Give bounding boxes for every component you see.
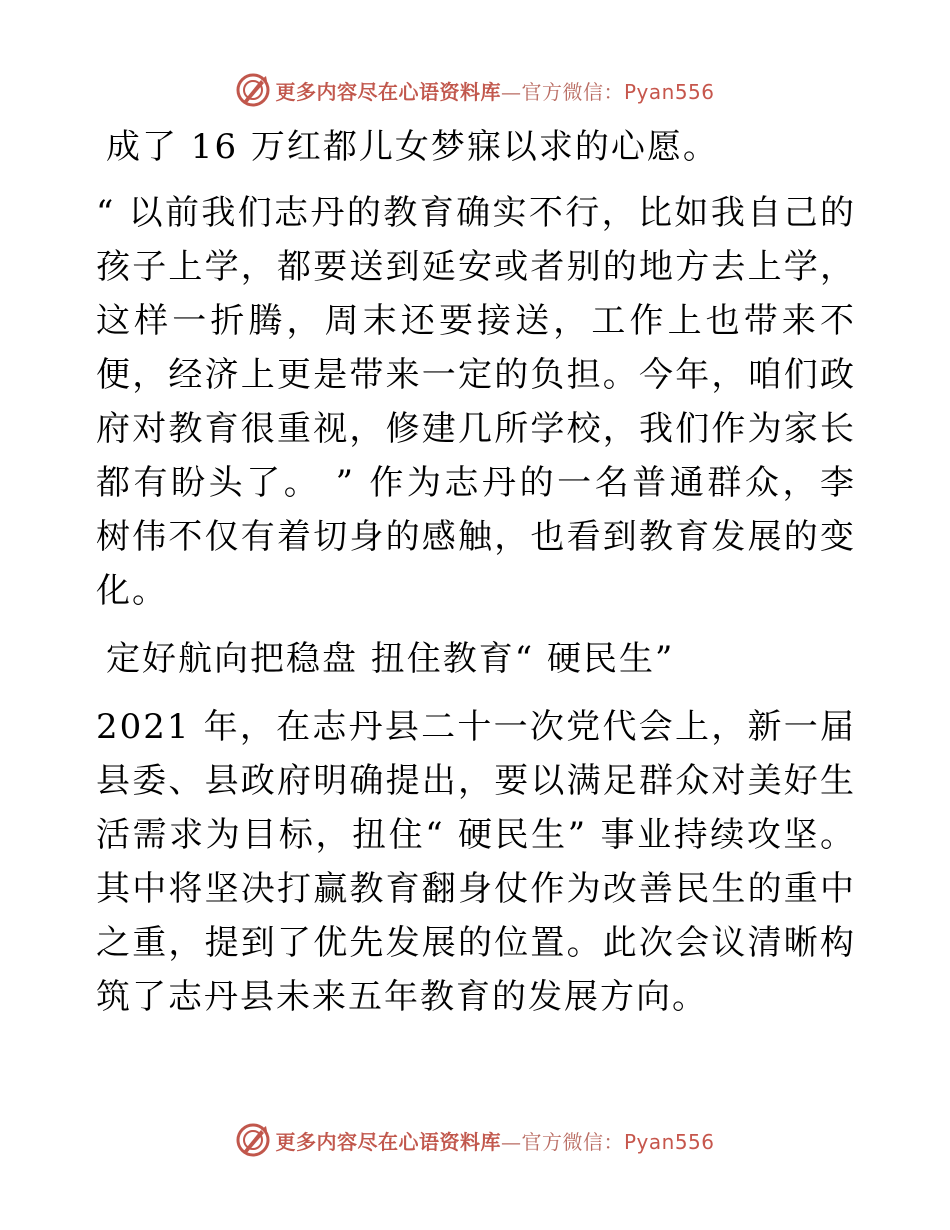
section-heading: 定好航向把稳盘 扭住教育“ 硬民生” bbox=[106, 639, 675, 679]
header-banner-handle: Pyan556 bbox=[623, 79, 715, 104]
footer-banner-dash: — bbox=[500, 1129, 522, 1154]
paragraph-2: “ 以前我们志丹的教育确实不行，比如我自己的孩子上学，都要送到延安或者别的地方去上学，这样一折腾，周末还要接送，工作上也带来不便，经济上更是带来一定的负担。今年，咱们政府对教育很重视，修建几所学校，我们作为家长都有盼头了。 ” 作为志丹的一名普通群众，李树伟不仅有着切身的感触，也看到教育发展的变化。 bbox=[96, 193, 856, 611]
footer-banner bbox=[0, 1118, 950, 1162]
paragraph-3: 2021 年，在志丹县二十一次党代会上，新一届县委、县政府明确提出，要以满足群众对美好生活需求为目标，扭住“ 硬民生” 事业持续攻坚。其中将坚决打赢教育翻身仗作为改善民生的重中之重，提到了优先发展的位置。此次会议清晰构筑了志丹县未来五年教育的发展方向。 bbox=[96, 707, 856, 1017]
footer-banner-handle: Pyan556 bbox=[623, 1129, 715, 1154]
header-banner-dash: — bbox=[500, 79, 522, 104]
footer-banner-main: 更多内容尽在心语资料库 bbox=[275, 1129, 501, 1154]
quill-pen-logo-icon bbox=[235, 72, 271, 108]
quill-pen-logo-icon bbox=[235, 1122, 271, 1158]
footer-banner-sub: 官方微信： bbox=[521, 1129, 624, 1154]
header-banner-text bbox=[275, 76, 714, 105]
footer-banner-text bbox=[275, 1126, 714, 1155]
paragraph-1: 成了 16 万红都儿女梦寐以求的心愿。 bbox=[106, 127, 719, 167]
header-banner-sub: 官方微信： bbox=[521, 79, 624, 104]
header-banner bbox=[0, 68, 950, 112]
document-body bbox=[96, 120, 856, 1024]
header-banner-main: 更多内容尽在心语资料库 bbox=[275, 79, 501, 104]
